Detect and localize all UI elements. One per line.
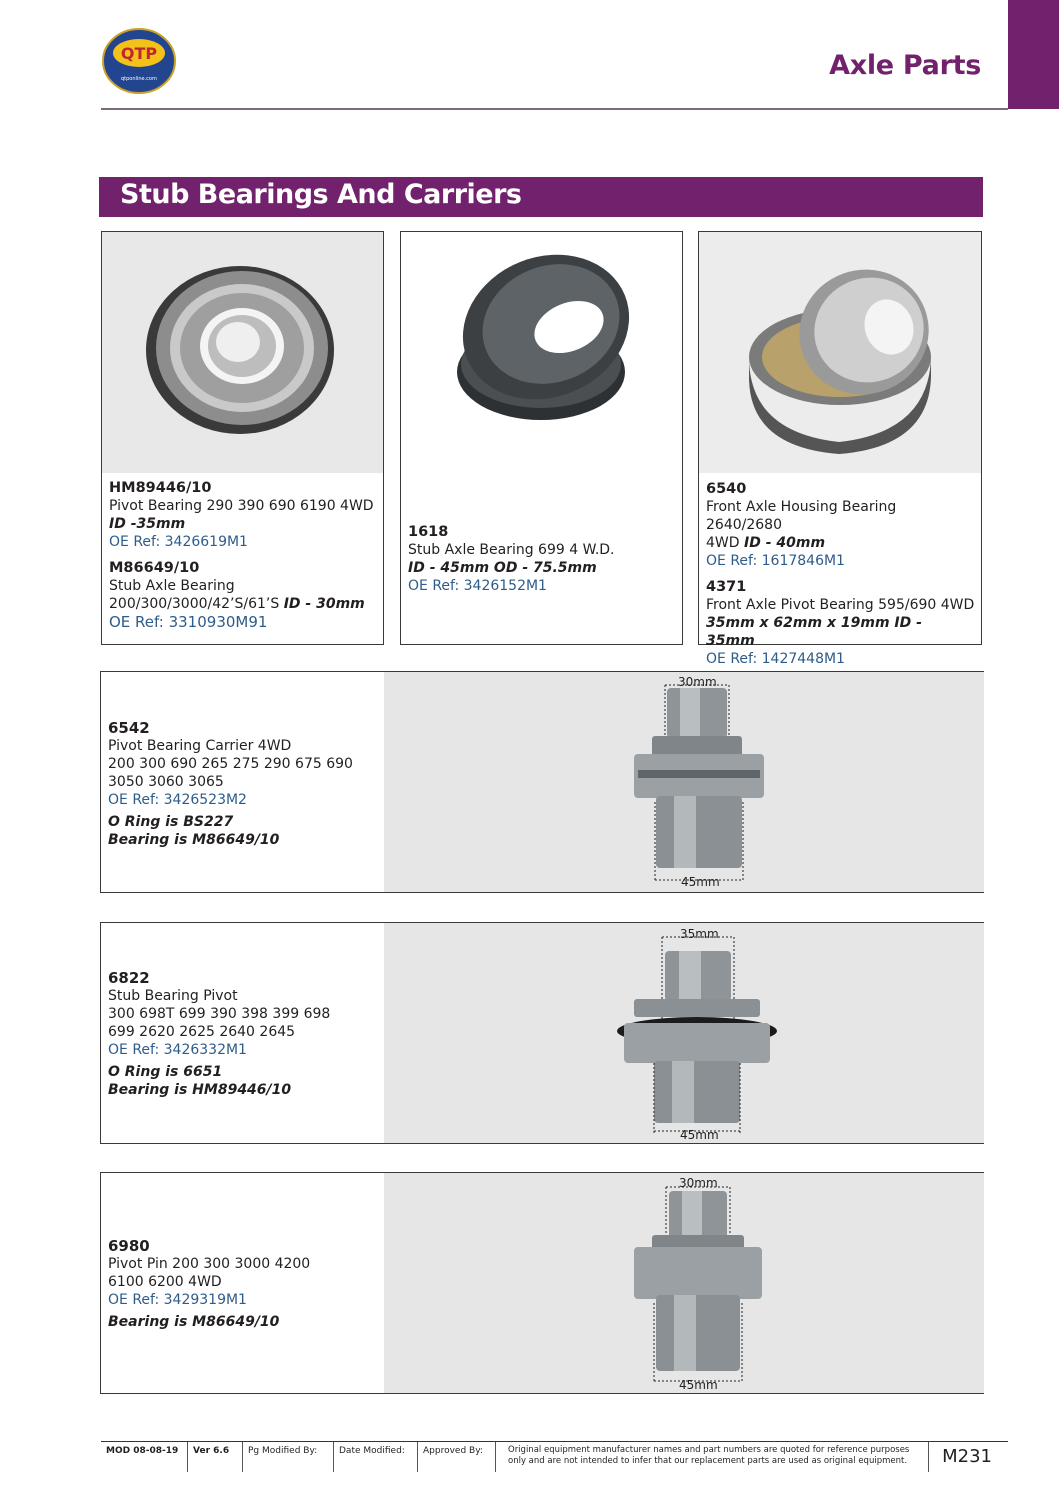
header-divider <box>101 108 1008 110</box>
bearing-photo <box>401 232 682 473</box>
brand-tab <box>1008 0 1059 109</box>
product-row-6980 <box>100 1172 984 1394</box>
part-code: HM89446/10 <box>109 480 212 496</box>
part-description: 4WD <box>706 535 740 551</box>
part-spec: ID - 45mm OD - 75.5mm <box>408 560 597 576</box>
oe-reference: OE Ref: 1427448M1 <box>706 651 845 667</box>
part-code: 6540 <box>706 481 747 497</box>
part-note: O Ring is BS227 <box>108 814 234 830</box>
oe-reference: OE Ref: 3426152M1 <box>408 578 547 594</box>
dimension-label-top: 35mm <box>680 927 719 941</box>
svg-text:QTP: QTP <box>120 44 158 63</box>
product-card-6540 <box>698 231 982 667</box>
dimension-label-top: 30mm <box>678 675 717 689</box>
part-description: 200/300/3000/42’S/61’S <box>109 596 280 612</box>
part-spec: 35mm x 62mm x 19mm ID - 35mm <box>706 615 922 649</box>
part-spec: ID - 30mm <box>283 596 365 612</box>
part-note: O Ring is 6651 <box>108 1064 223 1080</box>
part-code: 6980 <box>108 1237 150 1255</box>
section-title: Stub Bearings And Carriers <box>120 179 522 210</box>
part-description: Pivot Pin 200 300 3000 4200 <box>108 1256 311 1272</box>
page-footer <box>101 1441 1008 1471</box>
dimension-label-bottom: 45mm <box>679 1378 718 1392</box>
oe-reference: OE Ref: 3310930M91 <box>109 613 268 631</box>
part-note: Bearing is HM89446/10 <box>108 1082 292 1098</box>
page-number: M231 <box>942 1446 992 1467</box>
qtp-logo <box>101 27 177 95</box>
footer-mod: MOD 08-08-19 <box>101 1442 188 1472</box>
footer-disclaimer <box>496 1442 929 1472</box>
oe-reference: OE Ref: 3426619M1 <box>109 534 248 550</box>
product-row-6822 <box>100 922 984 1144</box>
product-row-6542 <box>100 671 984 893</box>
part-spec: ID - 40mm <box>743 535 826 551</box>
disclaimer-line: only and are not intended to infer that our replacement parts are used as original equipment. <box>508 1456 908 1466</box>
footer-version: Ver 6.6 <box>188 1442 243 1472</box>
part-description: Front Axle Pivot Bearing 595/690 4WD <box>706 597 975 613</box>
part-description: 200 300 690 265 275 290 675 690 <box>108 756 353 772</box>
part-code: 4371 <box>706 579 747 595</box>
part-description: 699 2620 2625 2640 2645 <box>108 1024 296 1040</box>
part-code: M86649/10 <box>109 560 200 576</box>
part-spec: ID -35mm <box>109 516 186 532</box>
bearing-photo <box>699 232 981 473</box>
page-title: Axle Parts <box>829 50 981 81</box>
dimension-label-top: 30mm <box>679 1176 718 1190</box>
oe-reference: OE Ref: 3426523M2 <box>108 792 247 808</box>
part-description: Pivot Bearing 290 390 690 6190 4WD <box>109 498 374 514</box>
part-description: Stub Bearing Pivot <box>108 988 238 1004</box>
part-note: Bearing is M86649/10 <box>108 832 280 848</box>
bearing-photo <box>102 232 383 473</box>
part-description: Stub Axle Bearing <box>109 578 235 594</box>
oe-reference: OE Ref: 3426332M1 <box>108 1042 247 1058</box>
pivot-pin-photo <box>384 1173 983 1393</box>
dimension-label-bottom: 45mm <box>680 1128 719 1142</box>
oe-reference: OE Ref: 1617846M1 <box>706 553 845 569</box>
part-description: 300 698T 699 390 398 399 698 <box>108 1006 331 1022</box>
part-description: Pivot Bearing Carrier 4WD <box>108 738 292 754</box>
part-code: 6822 <box>108 969 150 987</box>
pivot-photo <box>384 923 983 1143</box>
part-description: Stub Axle Bearing 699 4 W.D. <box>408 542 615 558</box>
oe-reference: OE Ref: 3429319M1 <box>108 1292 247 1308</box>
footer-pg-modified: Pg Modified By: <box>243 1442 334 1472</box>
product-card-hm89446 <box>101 231 384 645</box>
disclaimer-line: Original equipment manufacturer names and part numbers are quoted for reference purposes <box>508 1445 910 1455</box>
carrier-photo <box>384 672 983 892</box>
part-code: 1618 <box>408 524 449 540</box>
part-description: 3050 3060 3065 <box>108 774 224 790</box>
footer-date-modified: Date Modified: <box>334 1442 418 1472</box>
part-code: 6542 <box>108 719 150 737</box>
dimension-label-bottom: 45mm <box>681 875 720 889</box>
part-description: 6100 6200 4WD <box>108 1274 222 1290</box>
part-note: Bearing is M86649/10 <box>108 1314 280 1330</box>
section-header <box>99 177 983 217</box>
product-card-1618 <box>400 231 683 645</box>
part-description: Front Axle Housing Bearing 2640/2680 <box>706 499 897 533</box>
footer-approved: Approved By: <box>418 1442 496 1472</box>
logo-url: qtponline.com <box>121 76 157 82</box>
